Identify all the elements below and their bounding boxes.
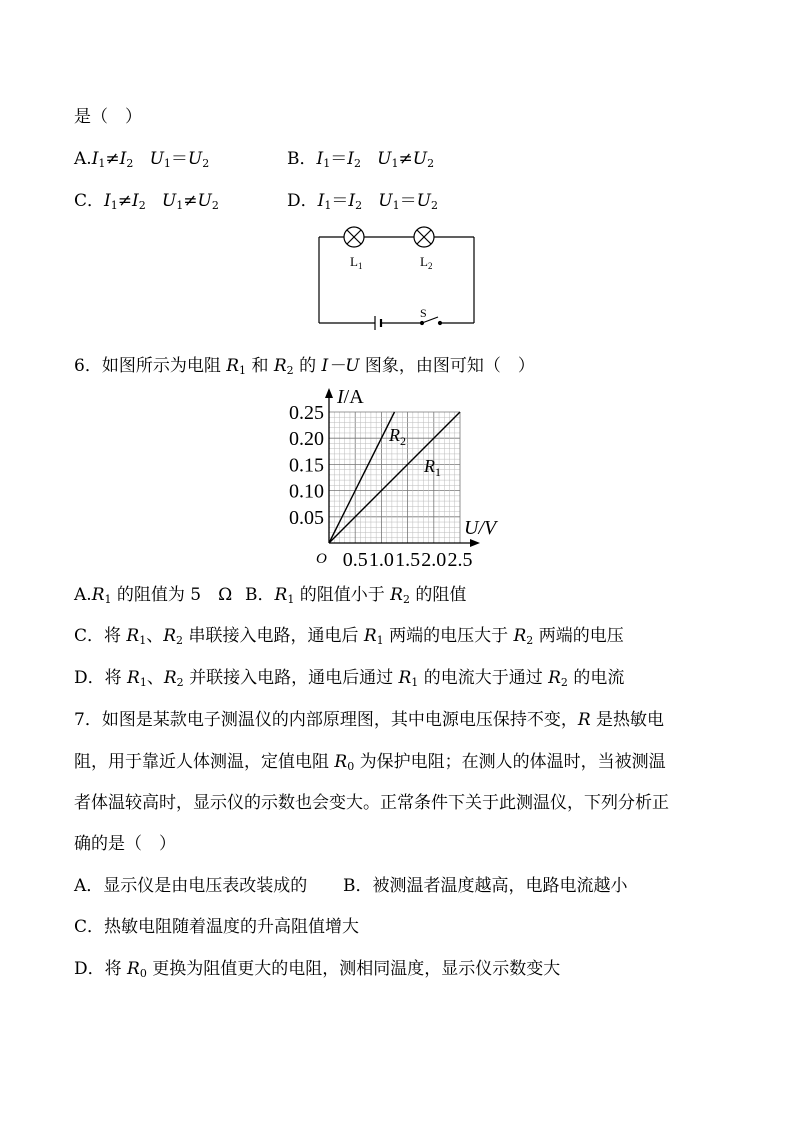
x-tick-label: 2.5 xyxy=(447,549,473,571)
q5-option-d[interactable]: D．$I_1=I_2$ $U_1=U_2$ xyxy=(287,191,438,212)
q7-stem-line-4: 确的是（ ） xyxy=(74,834,176,854)
q7-stem-line-2: 阻，用于靠近人体测温，定值电阻 $R_0$ 为保护电阻；在测人的体温时，当被测温 xyxy=(74,752,666,773)
q7-option-b[interactable]: B．被测温者温度越高，电路电流越小 xyxy=(343,876,628,896)
x-axis-arrow xyxy=(470,539,480,547)
q6-option-d[interactable]: D．将 $R_1$、$R_2$ 并联接入电路，通电后通过 $R_1$ 的电流大于通过 $R_2$ 的电流 xyxy=(74,668,625,689)
x-tick-label: 1.5 xyxy=(395,549,421,571)
y-axis-label: I/A xyxy=(337,386,364,408)
q6-stem: 6．如图所示为电阻 $R_1$ 和 $R_2$ 的 I－U 图象，由图可知（ ） xyxy=(74,356,535,377)
q6-option-b[interactable]: B．$R_1$ 的阻值小于 $R_2$ 的阻值 xyxy=(245,585,467,606)
y-axis-arrow xyxy=(325,388,333,398)
series-line-R2 xyxy=(329,412,395,543)
series-label-R1: $R_1$ xyxy=(424,456,441,479)
x-tick-label: 2.0 xyxy=(421,549,447,571)
lamp-l1-label: $L_1$ xyxy=(350,254,363,271)
x-tick-label: 1.0 xyxy=(368,549,394,571)
q7-option-d[interactable]: D．将 $R_0$ 更换为阻值更大的电阻，测相同温度，显示仪示数变大 xyxy=(74,959,561,980)
q6-option-a[interactable]: $A.R_1$ 的阻值为 5 Ω xyxy=(74,585,233,606)
q5-option-a[interactable]: $A.I_1\ne I_2$ $U_1=U_2$ xyxy=(74,149,210,170)
q7-stem-line-3: 者体温较高时，显示仪的示数也会变大。正常条件下关于此测温仪，下列分析正 xyxy=(74,793,669,813)
y-tick-label: 0.25 xyxy=(289,402,324,424)
y-tick-label: 0.05 xyxy=(289,506,324,529)
q5-option-c[interactable]: C．$I_1\ne I_2$ $U_1\ne U_2$ xyxy=(74,191,219,212)
x-axis-label: U/V xyxy=(464,517,497,539)
q7-stem-line-1: 7．如图是某款电子测温仪的内部原理图，其中电源电压保持不变，R 是热敏电 xyxy=(74,710,665,730)
q5-stem-tail: 是（ ） xyxy=(74,107,142,127)
origin-label: O xyxy=(316,551,327,567)
q5-option-b[interactable]: B．$I_1=I_2$ $U_1\ne U_2$ xyxy=(287,149,435,170)
y-tick-label: 0.20 xyxy=(289,428,324,451)
q6-option-c[interactable]: C．将 $R_1$、$R_2$ 串联接入电路，通电后 $R_1$ 两端的电压大于 $R_2$ 两端的电压 xyxy=(74,626,624,647)
series-label-R2: $R_2$ xyxy=(389,425,406,448)
lamp-l2-label: $L_2$ xyxy=(420,254,433,271)
q7-option-c[interactable]: C．热敏电阻随着温度的升高阻值增大 xyxy=(74,917,360,937)
y-tick-label: 0.15 xyxy=(289,454,324,477)
y-tick-label: 0.10 xyxy=(289,480,324,503)
q7-option-a[interactable]: A．显示仪是由电压表改装成的 xyxy=(74,876,308,896)
x-tick-label: 0.5 xyxy=(342,549,368,571)
switch-label: S xyxy=(420,306,427,320)
